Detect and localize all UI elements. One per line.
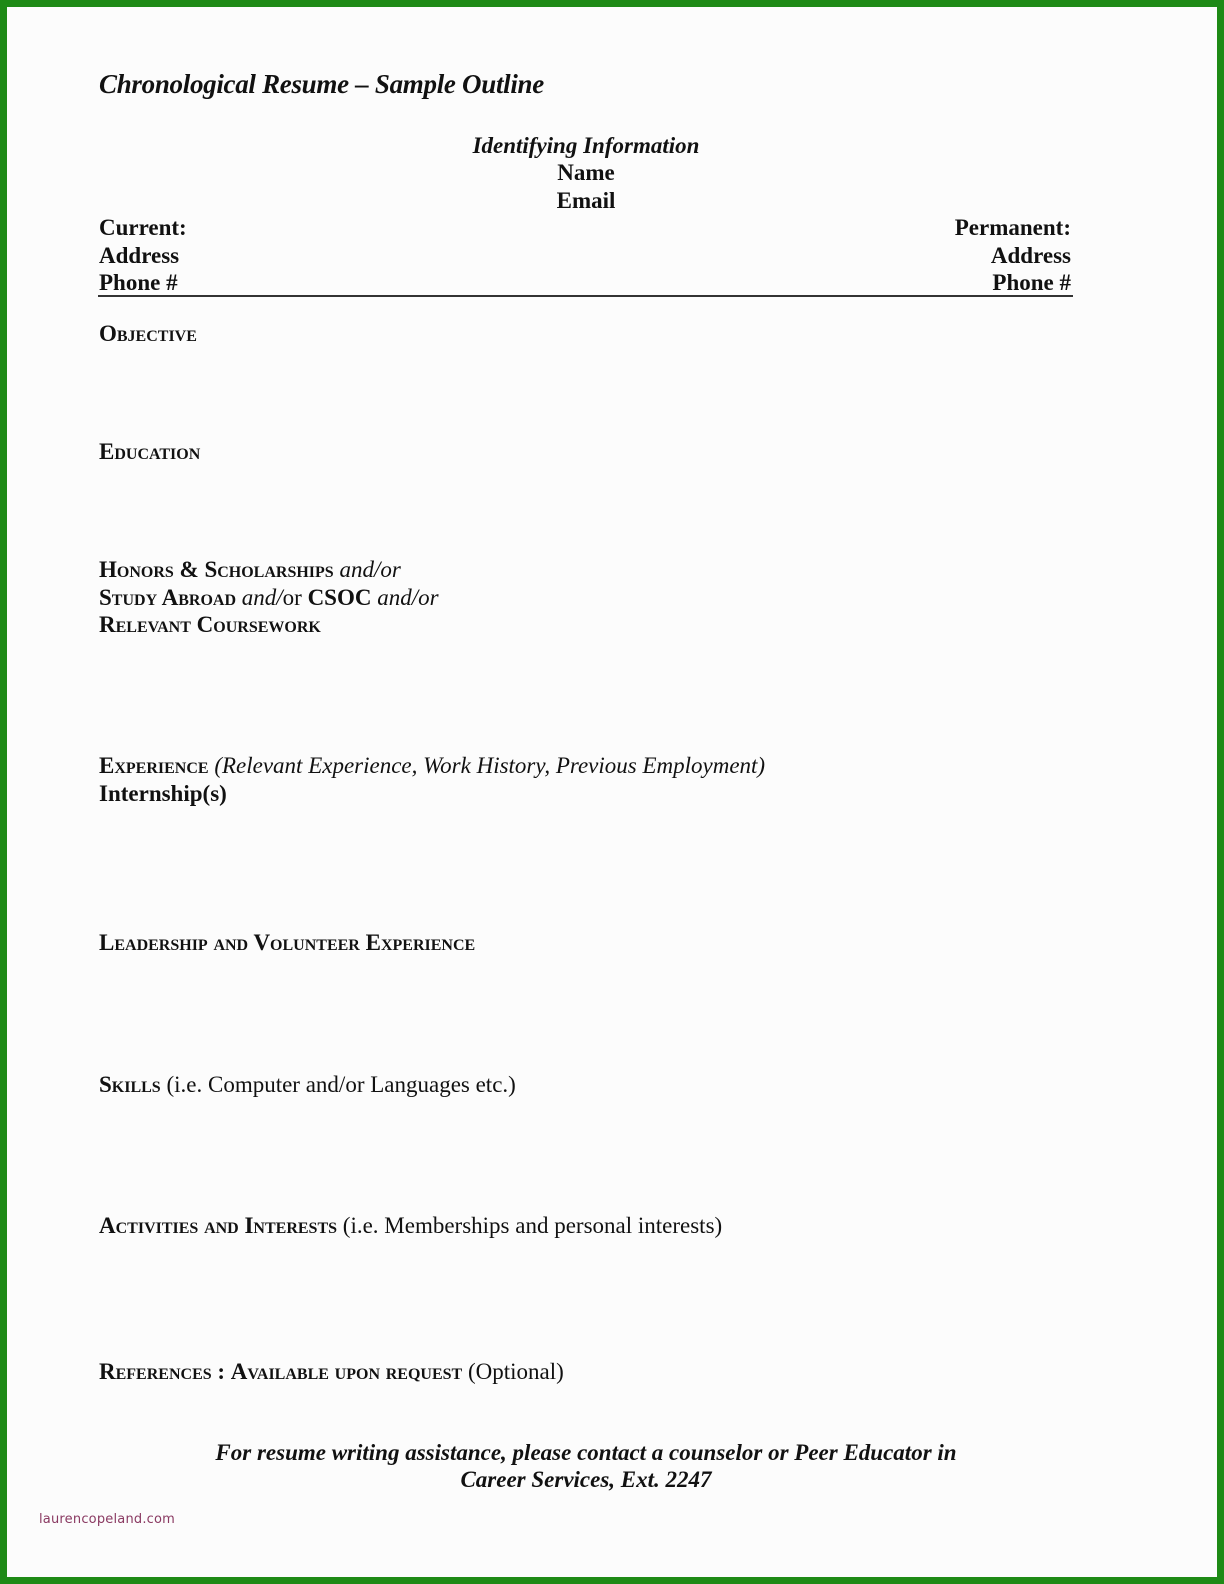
- leadership-heading: Leadership and Volunteer Experience: [99, 930, 476, 955]
- document-page: [7, 7, 1217, 1577]
- references-heading: References :: [99, 1359, 226, 1384]
- honors-block: [99, 556, 439, 639]
- footer-line-2: Career Services, Ext. 2247: [460, 1467, 712, 1492]
- experience-note: (Relevant Experience, Work History, Previous Employment): [214, 753, 766, 778]
- activities-heading: Activities and Interests: [99, 1213, 338, 1238]
- footer-line-1: For resume writing assistance, please contact a counselor or Peer Educator in: [215, 1440, 957, 1465]
- references-note: (Optional): [467, 1359, 564, 1384]
- current-label: Current:: [99, 215, 187, 240]
- experience-heading: Experience: [99, 753, 209, 778]
- watermark: laurencopeland.com: [39, 1512, 176, 1527]
- skills-heading: Skills: [99, 1072, 161, 1097]
- honors-heading: Honors & Scholarships: [99, 557, 334, 582]
- name-field: Name: [557, 160, 615, 185]
- skills-block: [99, 1071, 516, 1099]
- references-block: [99, 1358, 564, 1386]
- identifying-information-label: Identifying Information: [472, 133, 700, 158]
- header-divider: [98, 295, 1073, 297]
- permanent-address-block: [955, 214, 1071, 297]
- csoc-heading: CSOC: [307, 584, 372, 610]
- experience-block: [99, 752, 765, 807]
- document-title: Chronological Resume – Sample Outline: [99, 69, 544, 99]
- skills-note: (i.e. Computer and/or Languages etc.): [166, 1072, 516, 1097]
- permanent-label: Permanent:: [954, 215, 1071, 240]
- honors-conj: and/or: [339, 557, 401, 582]
- current-address: Address: [99, 242, 180, 268]
- csoc-conj: and/or: [377, 584, 439, 610]
- objective-heading: Objective: [99, 321, 197, 346]
- references-value: Available upon request: [230, 1359, 463, 1384]
- current-address-block: [99, 214, 187, 297]
- relevant-coursework-heading: Relevant Coursework: [99, 612, 321, 637]
- activities-block: [99, 1212, 722, 1240]
- permanent-phone: Phone #: [992, 270, 1071, 295]
- study-abroad-heading: Study Abroad: [99, 584, 236, 610]
- study-abroad-conj-or: or: [282, 584, 302, 610]
- study-abroad-conj: and/: [241, 584, 283, 610]
- email-field: Email: [556, 188, 616, 213]
- permanent-address: Address: [990, 242, 1071, 268]
- education-heading: Education: [99, 439, 201, 464]
- internships-subheading: Internship(s): [99, 780, 227, 806]
- footer-note: [99, 1439, 1073, 1493]
- current-phone: Phone #: [99, 270, 178, 295]
- activities-note: (i.e. Memberships and personal interests): [342, 1213, 723, 1238]
